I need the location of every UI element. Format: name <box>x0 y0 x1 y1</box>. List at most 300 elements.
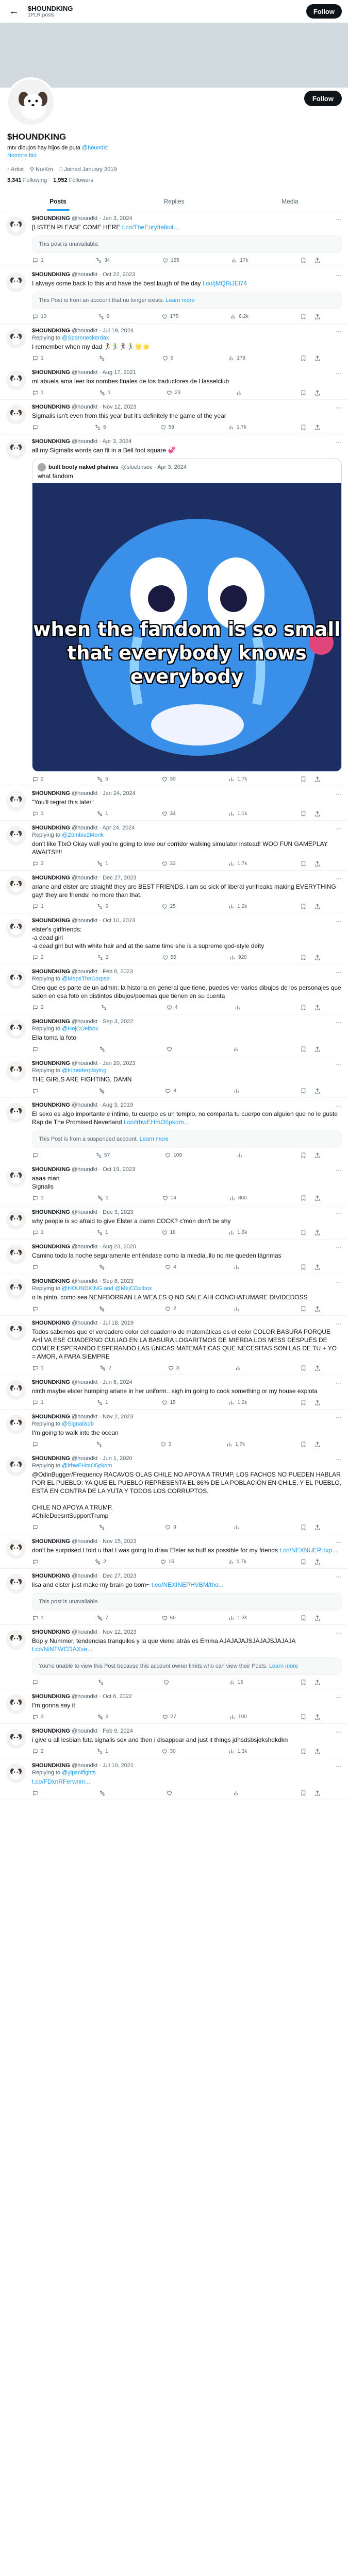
post-author-name[interactable]: $HOUNDKING <box>32 918 70 924</box>
bookmark-button[interactable] <box>300 1679 307 1686</box>
post-date[interactable]: Jan 24, 2024 <box>103 790 136 796</box>
post[interactable] <box>0 1240 348 1274</box>
repost-button[interactable] <box>99 1790 108 1797</box>
learn-more-link[interactable]: Learn more <box>139 1136 169 1142</box>
profile-bio-link[interactable]: @houndkt <box>81 145 108 151</box>
like-button[interactable] <box>166 1004 178 1011</box>
post[interactable] <box>0 871 348 913</box>
profile-bio-extra[interactable]: Nombre bio <box>7 152 37 159</box>
more-icon[interactable]: ··· <box>336 438 342 446</box>
views-button[interactable] <box>226 1441 245 1448</box>
more-icon[interactable]: ··· <box>336 1762 342 1770</box>
like-button[interactable] <box>161 1399 176 1406</box>
post-link[interactable]: t.co/TheEuryttalkul... <box>122 224 179 231</box>
post-avatar[interactable] <box>6 1729 26 1749</box>
post-date[interactable]: Apr 3, 2024 <box>102 438 132 445</box>
post-date[interactable]: Oct 22, 2023 <box>103 272 136 278</box>
reply-button[interactable] <box>32 810 44 817</box>
post[interactable] <box>0 786 348 821</box>
more-icon[interactable]: ··· <box>336 825 342 832</box>
repost-button[interactable] <box>97 1195 109 1201</box>
views-button[interactable] <box>228 810 247 817</box>
views-button[interactable] <box>234 1088 242 1094</box>
bookmark-button[interactable] <box>300 1264 307 1270</box>
followers-link[interactable] <box>53 177 93 183</box>
post-date[interactable]: Oct 19, 2023 <box>103 1166 136 1173</box>
more-icon[interactable]: ··· <box>336 369 342 377</box>
like-button[interactable] <box>164 1264 176 1270</box>
views-button[interactable] <box>228 776 247 783</box>
views-button[interactable] <box>234 1524 242 1531</box>
post-avatar[interactable] <box>6 1764 26 1783</box>
post-link[interactable]: t.co/FDxnRFerwnm... <box>32 1778 91 1785</box>
share-button[interactable] <box>314 1615 321 1621</box>
quoted-post[interactable] <box>32 459 342 772</box>
post[interactable] <box>0 1569 348 1625</box>
repost-button[interactable] <box>99 1046 108 1053</box>
follow-button-top[interactable]: Follow <box>306 4 342 19</box>
post[interactable] <box>0 1625 348 1689</box>
post-date[interactable]: Sep 3, 2022 <box>103 1019 134 1025</box>
views-button[interactable] <box>230 313 248 320</box>
quoted-post-image[interactable] <box>32 483 341 771</box>
reply-button[interactable] <box>32 257 44 264</box>
reply-button[interactable] <box>32 1264 41 1270</box>
following-link[interactable] <box>7 177 47 183</box>
post[interactable] <box>0 1098 348 1162</box>
more-icon[interactable]: ··· <box>336 969 342 976</box>
post-author-name[interactable]: $HOUNDKING <box>32 790 70 796</box>
bookmark-button[interactable] <box>300 1229 307 1236</box>
tab-posts[interactable]: Posts <box>0 192 116 211</box>
share-button[interactable] <box>314 1046 321 1053</box>
tab-replies[interactable]: Replies <box>163 198 185 205</box>
post-avatar[interactable] <box>6 1279 26 1299</box>
share-button[interactable] <box>314 1229 321 1236</box>
learn-more-link[interactable]: Learn more <box>165 297 195 303</box>
reply-button[interactable] <box>32 424 41 431</box>
reply-button[interactable] <box>32 1558 41 1565</box>
post[interactable] <box>0 1758 348 1800</box>
views-button[interactable] <box>229 1195 247 1201</box>
share-button[interactable] <box>314 776 321 783</box>
views-button[interactable] <box>228 1748 247 1755</box>
post-date[interactable]: Jul 10, 2021 <box>103 1762 134 1769</box>
more-icon[interactable]: ··· <box>336 1060 342 1067</box>
like-button[interactable] <box>161 1748 176 1755</box>
post-date[interactable]: Jun 1, 2020 <box>103 1455 132 1462</box>
reply-button[interactable] <box>32 355 44 362</box>
post-date[interactable]: Oct 10, 2023 <box>103 918 136 924</box>
post-author-name[interactable]: $HOUNDKING <box>32 215 70 222</box>
repost-button[interactable] <box>98 1524 107 1531</box>
post-avatar[interactable] <box>6 1694 26 1714</box>
repost-button[interactable] <box>95 1152 110 1159</box>
post[interactable] <box>0 913 348 964</box>
views-button[interactable] <box>236 389 245 396</box>
more-icon[interactable]: ··· <box>336 328 342 335</box>
share-button[interactable] <box>314 1195 321 1201</box>
more-icon[interactable]: ··· <box>336 404 342 411</box>
post-avatar[interactable] <box>6 216 26 236</box>
repost-button[interactable] <box>98 355 107 362</box>
bookmark-button[interactable] <box>300 1524 307 1531</box>
post[interactable] <box>0 1410 348 1451</box>
bookmark-button[interactable] <box>300 313 307 320</box>
post-avatar[interactable] <box>6 1167 26 1187</box>
more-icon[interactable]: ··· <box>336 1455 342 1463</box>
post-date[interactable]: Aug 17, 2021 <box>102 369 136 376</box>
post-author-name[interactable]: $HOUNDKING <box>32 969 70 975</box>
post-author-name[interactable]: $HOUNDKING <box>32 825 70 831</box>
post[interactable] <box>0 1316 348 1375</box>
views-button[interactable] <box>229 1714 247 1720</box>
post-author-name[interactable]: $HOUNDKING <box>32 1629 70 1635</box>
reply-button[interactable] <box>32 903 44 910</box>
more-icon[interactable]: ··· <box>336 1244 342 1251</box>
like-button[interactable] <box>161 776 176 783</box>
bookmark-button[interactable] <box>300 860 307 867</box>
share-button[interactable] <box>314 1264 321 1270</box>
repost-button[interactable] <box>96 810 108 817</box>
like-button[interactable] <box>161 860 176 867</box>
bookmark-button[interactable] <box>300 1399 307 1406</box>
post-avatar[interactable] <box>6 439 26 459</box>
post-author-name[interactable]: $HOUNDKING <box>32 404 70 410</box>
share-button[interactable] <box>314 1004 321 1011</box>
post-date[interactable]: Aug 23, 2020 <box>102 1244 136 1250</box>
post-date[interactable]: Feb 9, 2024 <box>103 1728 133 1734</box>
more-icon[interactable]: ··· <box>336 272 342 279</box>
like-button[interactable] <box>166 1046 175 1053</box>
views-button[interactable] <box>228 860 247 867</box>
post[interactable] <box>0 1375 348 1410</box>
post-avatar[interactable] <box>6 1630 26 1650</box>
reply-button[interactable] <box>32 1748 44 1755</box>
share-button[interactable] <box>314 903 321 910</box>
profile-avatar[interactable] <box>6 77 56 127</box>
post[interactable] <box>0 434 348 786</box>
bookmark-button[interactable] <box>300 1615 307 1621</box>
reply-button[interactable] <box>32 1679 41 1686</box>
post-avatar[interactable] <box>6 876 26 895</box>
post-author-name[interactable]: $HOUNDKING <box>32 1379 70 1385</box>
bookmark-button[interactable] <box>300 810 307 817</box>
bookmark-button[interactable] <box>300 1088 307 1094</box>
reply-button[interactable] <box>32 1306 41 1312</box>
post-avatar[interactable] <box>6 1380 26 1400</box>
reply-to-handle[interactable]: @lrhwEHmO5pkom <box>62 1463 112 1469</box>
repost-button[interactable] <box>96 1229 108 1236</box>
post-avatar[interactable] <box>6 273 26 292</box>
post-date[interactable]: Aug 3, 2019 <box>102 1102 133 1108</box>
bookmark-button[interactable] <box>300 954 307 961</box>
post-link[interactable]: t.co/NiNTWCDAXxe... <box>32 1646 93 1653</box>
repost-button[interactable] <box>96 903 108 910</box>
repost-button[interactable] <box>99 389 111 396</box>
tab-media[interactable]: Media <box>281 198 299 205</box>
share-button[interactable] <box>314 389 321 396</box>
views-button[interactable] <box>234 1306 242 1312</box>
reply-to-handle[interactable]: @yipsnifights <box>62 1770 96 1776</box>
reply-button[interactable] <box>32 1046 41 1053</box>
like-button[interactable] <box>168 1365 179 1371</box>
repost-button[interactable] <box>100 1365 111 1371</box>
bookmark-button[interactable] <box>300 355 307 362</box>
bookmark-button[interactable] <box>300 1714 307 1720</box>
reply-to-handle[interactable]: @Zombie2Monk <box>62 832 104 838</box>
like-button[interactable] <box>160 424 174 431</box>
post-link[interactable]: t.co/lrhwEHmO5pkom... <box>123 1118 189 1126</box>
more-icon[interactable]: ··· <box>336 1629 342 1636</box>
post-date[interactable]: Apr 24, 2024 <box>102 825 135 831</box>
learn-more-link[interactable]: Learn more <box>269 1663 299 1669</box>
reply-to-handle[interactable]: @Signalisdb <box>62 1421 94 1427</box>
like-button[interactable] <box>164 1152 182 1159</box>
like-button[interactable] <box>160 1558 174 1565</box>
views-button[interactable] <box>228 1558 246 1565</box>
like-button[interactable] <box>164 1088 176 1094</box>
views-button[interactable] <box>235 1004 243 1011</box>
repost-button[interactable] <box>96 1748 108 1755</box>
post-author-name[interactable]: $HOUNDKING <box>32 1728 70 1734</box>
repost-button[interactable] <box>94 424 106 431</box>
like-button[interactable] <box>161 1615 176 1621</box>
views-button[interactable] <box>231 257 248 264</box>
reply-to-handle[interactable]: @HOUNDKING and @MejCOelbox <box>62 1285 152 1292</box>
post-author-name[interactable]: $HOUNDKING <box>32 1693 70 1700</box>
repost-button[interactable] <box>96 860 108 867</box>
post[interactable] <box>0 1205 348 1240</box>
post-avatar[interactable] <box>6 1061 26 1081</box>
more-icon[interactable]: ··· <box>336 1693 342 1701</box>
post-avatar[interactable] <box>6 1020 26 1039</box>
share-button[interactable] <box>314 1748 321 1755</box>
repost-button[interactable] <box>98 1306 107 1312</box>
post-author-name[interactable]: $HOUNDKING <box>32 1244 70 1250</box>
views-button[interactable] <box>234 1264 242 1270</box>
bookmark-button[interactable] <box>300 1558 307 1565</box>
share-button[interactable] <box>314 1558 321 1565</box>
reply-button[interactable] <box>32 1088 41 1094</box>
post[interactable] <box>0 1274 348 1316</box>
post-date[interactable]: Nov 12, 2023 <box>103 1629 137 1635</box>
like-button[interactable] <box>161 903 176 910</box>
post[interactable] <box>0 1162 348 1205</box>
post-date[interactable]: Sep 8, 2023 <box>103 1278 134 1284</box>
like-button[interactable] <box>162 954 176 961</box>
share-button[interactable] <box>314 860 321 867</box>
post[interactable] <box>0 365 348 400</box>
back-arrow-icon[interactable]: ← <box>9 5 19 17</box>
more-icon[interactable]: ··· <box>336 1538 342 1546</box>
post-avatar[interactable] <box>6 826 26 845</box>
post-author-name[interactable]: $HOUNDKING <box>32 1414 70 1420</box>
post[interactable] <box>0 267 348 324</box>
bookmark-button[interactable] <box>300 1306 307 1312</box>
post-date[interactable]: Jul 18, 2019 <box>103 1320 134 1326</box>
reply-button[interactable] <box>32 1365 44 1371</box>
more-icon[interactable]: ··· <box>336 1209 342 1216</box>
share-button[interactable] <box>314 810 321 817</box>
post-avatar[interactable] <box>6 1539 26 1559</box>
post-avatar[interactable] <box>6 970 26 989</box>
post-author-name[interactable]: $HOUNDKING <box>32 272 70 278</box>
share-button[interactable] <box>314 1441 321 1448</box>
reply-button[interactable] <box>32 1714 44 1720</box>
share-button[interactable] <box>314 424 321 431</box>
post-avatar[interactable] <box>6 1103 26 1123</box>
post[interactable] <box>0 211 348 267</box>
bookmark-button[interactable] <box>300 1046 307 1053</box>
post-date[interactable]: Jan 20, 2023 <box>103 1060 136 1066</box>
views-button[interactable] <box>229 954 247 961</box>
views-button[interactable] <box>233 1046 242 1053</box>
share-button[interactable] <box>314 313 321 320</box>
like-button[interactable] <box>162 1195 176 1201</box>
more-icon[interactable]: ··· <box>336 790 342 798</box>
post-author-name[interactable]: $HOUNDKING <box>32 1762 70 1769</box>
post-avatar[interactable] <box>6 791 26 811</box>
post-avatar[interactable] <box>6 1210 26 1230</box>
post[interactable] <box>0 964 348 1014</box>
views-button[interactable] <box>229 1679 243 1686</box>
bookmark-button[interactable] <box>300 1748 307 1755</box>
share-button[interactable] <box>314 1088 321 1094</box>
like-button[interactable] <box>162 1714 176 1720</box>
post-author-name[interactable]: $HOUNDKING <box>32 328 70 334</box>
post-avatar[interactable] <box>6 329 26 348</box>
views-button[interactable] <box>228 1399 247 1406</box>
reply-button[interactable] <box>32 1790 41 1797</box>
post-author-name[interactable]: $HOUNDKING <box>32 438 70 445</box>
bookmark-button[interactable] <box>300 903 307 910</box>
post[interactable] <box>0 1056 348 1098</box>
repost-button[interactable] <box>97 1679 106 1686</box>
more-icon[interactable]: ··· <box>336 1573 342 1580</box>
post-avatar[interactable] <box>6 1456 26 1476</box>
post-author-name[interactable]: $HOUNDKING <box>32 1209 70 1215</box>
views-button[interactable] <box>228 1615 247 1621</box>
post-date[interactable]: Dec 27, 2023 <box>103 875 137 881</box>
post-author-name[interactable]: $HOUNDKING <box>32 875 70 881</box>
post[interactable] <box>0 1014 348 1056</box>
share-button[interactable] <box>314 1399 321 1406</box>
like-button[interactable] <box>164 1524 176 1531</box>
views-button[interactable] <box>228 424 246 431</box>
post-date[interactable]: Nov 2, 2023 <box>103 1414 134 1420</box>
reply-to-handle[interactable]: @Sporoneckerdax <box>62 335 109 341</box>
more-icon[interactable]: ··· <box>336 1166 342 1174</box>
follow-button[interactable]: Follow <box>304 91 342 106</box>
repost-button[interactable] <box>98 1088 107 1094</box>
more-icon[interactable]: ··· <box>336 918 342 925</box>
share-button[interactable] <box>314 1524 321 1531</box>
more-icon[interactable]: ··· <box>336 1728 342 1735</box>
like-button[interactable] <box>163 1679 172 1686</box>
bookmark-button[interactable] <box>300 389 307 396</box>
reply-button[interactable] <box>32 1399 44 1406</box>
reply-button[interactable] <box>32 1441 41 1448</box>
share-button[interactable] <box>314 1152 321 1159</box>
like-button[interactable] <box>166 1790 175 1797</box>
post-date[interactable]: Dec 27, 2023 <box>103 1573 137 1579</box>
bookmark-button[interactable] <box>300 1004 307 1011</box>
bookmark-button[interactable] <box>300 257 307 264</box>
post[interactable] <box>0 1689 348 1724</box>
like-button[interactable] <box>166 389 180 396</box>
post-author-name[interactable]: $HOUNDKING <box>32 1573 70 1579</box>
post-avatar[interactable] <box>6 1574 26 1594</box>
reply-button[interactable] <box>32 389 44 396</box>
bookmark-button[interactable] <box>300 1365 307 1371</box>
repost-button[interactable] <box>97 1714 109 1720</box>
post-avatar[interactable] <box>6 370 26 390</box>
post-author-name[interactable]: $HOUNDKING <box>32 1455 70 1462</box>
post-link[interactable]: t.co/NEXNUEPHxp... <box>279 1547 338 1554</box>
repost-button[interactable] <box>95 257 110 264</box>
like-button[interactable] <box>161 313 179 320</box>
reply-button[interactable] <box>32 1229 44 1236</box>
reply-to-handle[interactable]: @trimoderplaying <box>62 1067 107 1074</box>
more-icon[interactable]: ··· <box>336 875 342 882</box>
more-icon[interactable]: ··· <box>336 1102 342 1109</box>
like-button[interactable] <box>161 1229 176 1236</box>
like-button[interactable] <box>162 355 174 362</box>
more-icon[interactable]: ··· <box>336 1278 342 1285</box>
post-author-name[interactable]: $HOUNDKING <box>32 369 70 376</box>
post-avatar[interactable] <box>6 1321 26 1341</box>
more-icon[interactable]: ··· <box>336 1414 342 1421</box>
views-button[interactable] <box>233 1790 242 1797</box>
views-button[interactable] <box>237 1152 245 1159</box>
reply-button[interactable] <box>32 313 46 320</box>
views-button[interactable] <box>228 355 245 362</box>
share-button[interactable] <box>314 1306 321 1312</box>
repost-button[interactable] <box>97 954 109 961</box>
reply-button[interactable] <box>32 1004 44 1011</box>
reply-to-handle[interactable]: @MepsTheCorpse <box>62 976 110 982</box>
more-icon[interactable]: ··· <box>336 1320 342 1327</box>
post-link[interactable]: t.co/NEXINEPHVBM/tho... <box>151 1581 224 1588</box>
reply-button[interactable] <box>32 1524 41 1531</box>
share-button[interactable] <box>314 1365 321 1371</box>
like-button[interactable] <box>161 810 176 817</box>
share-button[interactable] <box>314 355 321 362</box>
post-author-name[interactable]: $HOUNDKING <box>32 1538 70 1545</box>
post-date[interactable]: Feb 8, 2023 <box>103 969 133 975</box>
repost-button[interactable] <box>96 1615 108 1621</box>
share-button[interactable] <box>314 1790 321 1797</box>
post[interactable] <box>0 1534 348 1569</box>
share-button[interactable] <box>314 257 321 264</box>
post-avatar[interactable] <box>6 919 26 938</box>
post-author-name[interactable]: $HOUNDKING <box>32 1019 70 1025</box>
post-date[interactable]: Jan 3, 2024 <box>103 215 132 222</box>
repost-button[interactable] <box>96 1441 105 1448</box>
post-date[interactable]: Oct 6, 2022 <box>103 1693 132 1700</box>
post[interactable] <box>0 1724 348 1758</box>
reply-button[interactable] <box>32 1152 41 1159</box>
repost-button[interactable] <box>94 1558 106 1565</box>
repost-button[interactable] <box>101 1004 109 1011</box>
like-button[interactable] <box>162 257 179 264</box>
post-author-name[interactable]: $HOUNDKING <box>32 1102 70 1108</box>
more-icon[interactable]: ··· <box>336 215 342 223</box>
repost-button[interactable] <box>98 1264 107 1270</box>
repost-button[interactable] <box>96 1399 108 1406</box>
more-icon[interactable]: ··· <box>336 1379 342 1386</box>
